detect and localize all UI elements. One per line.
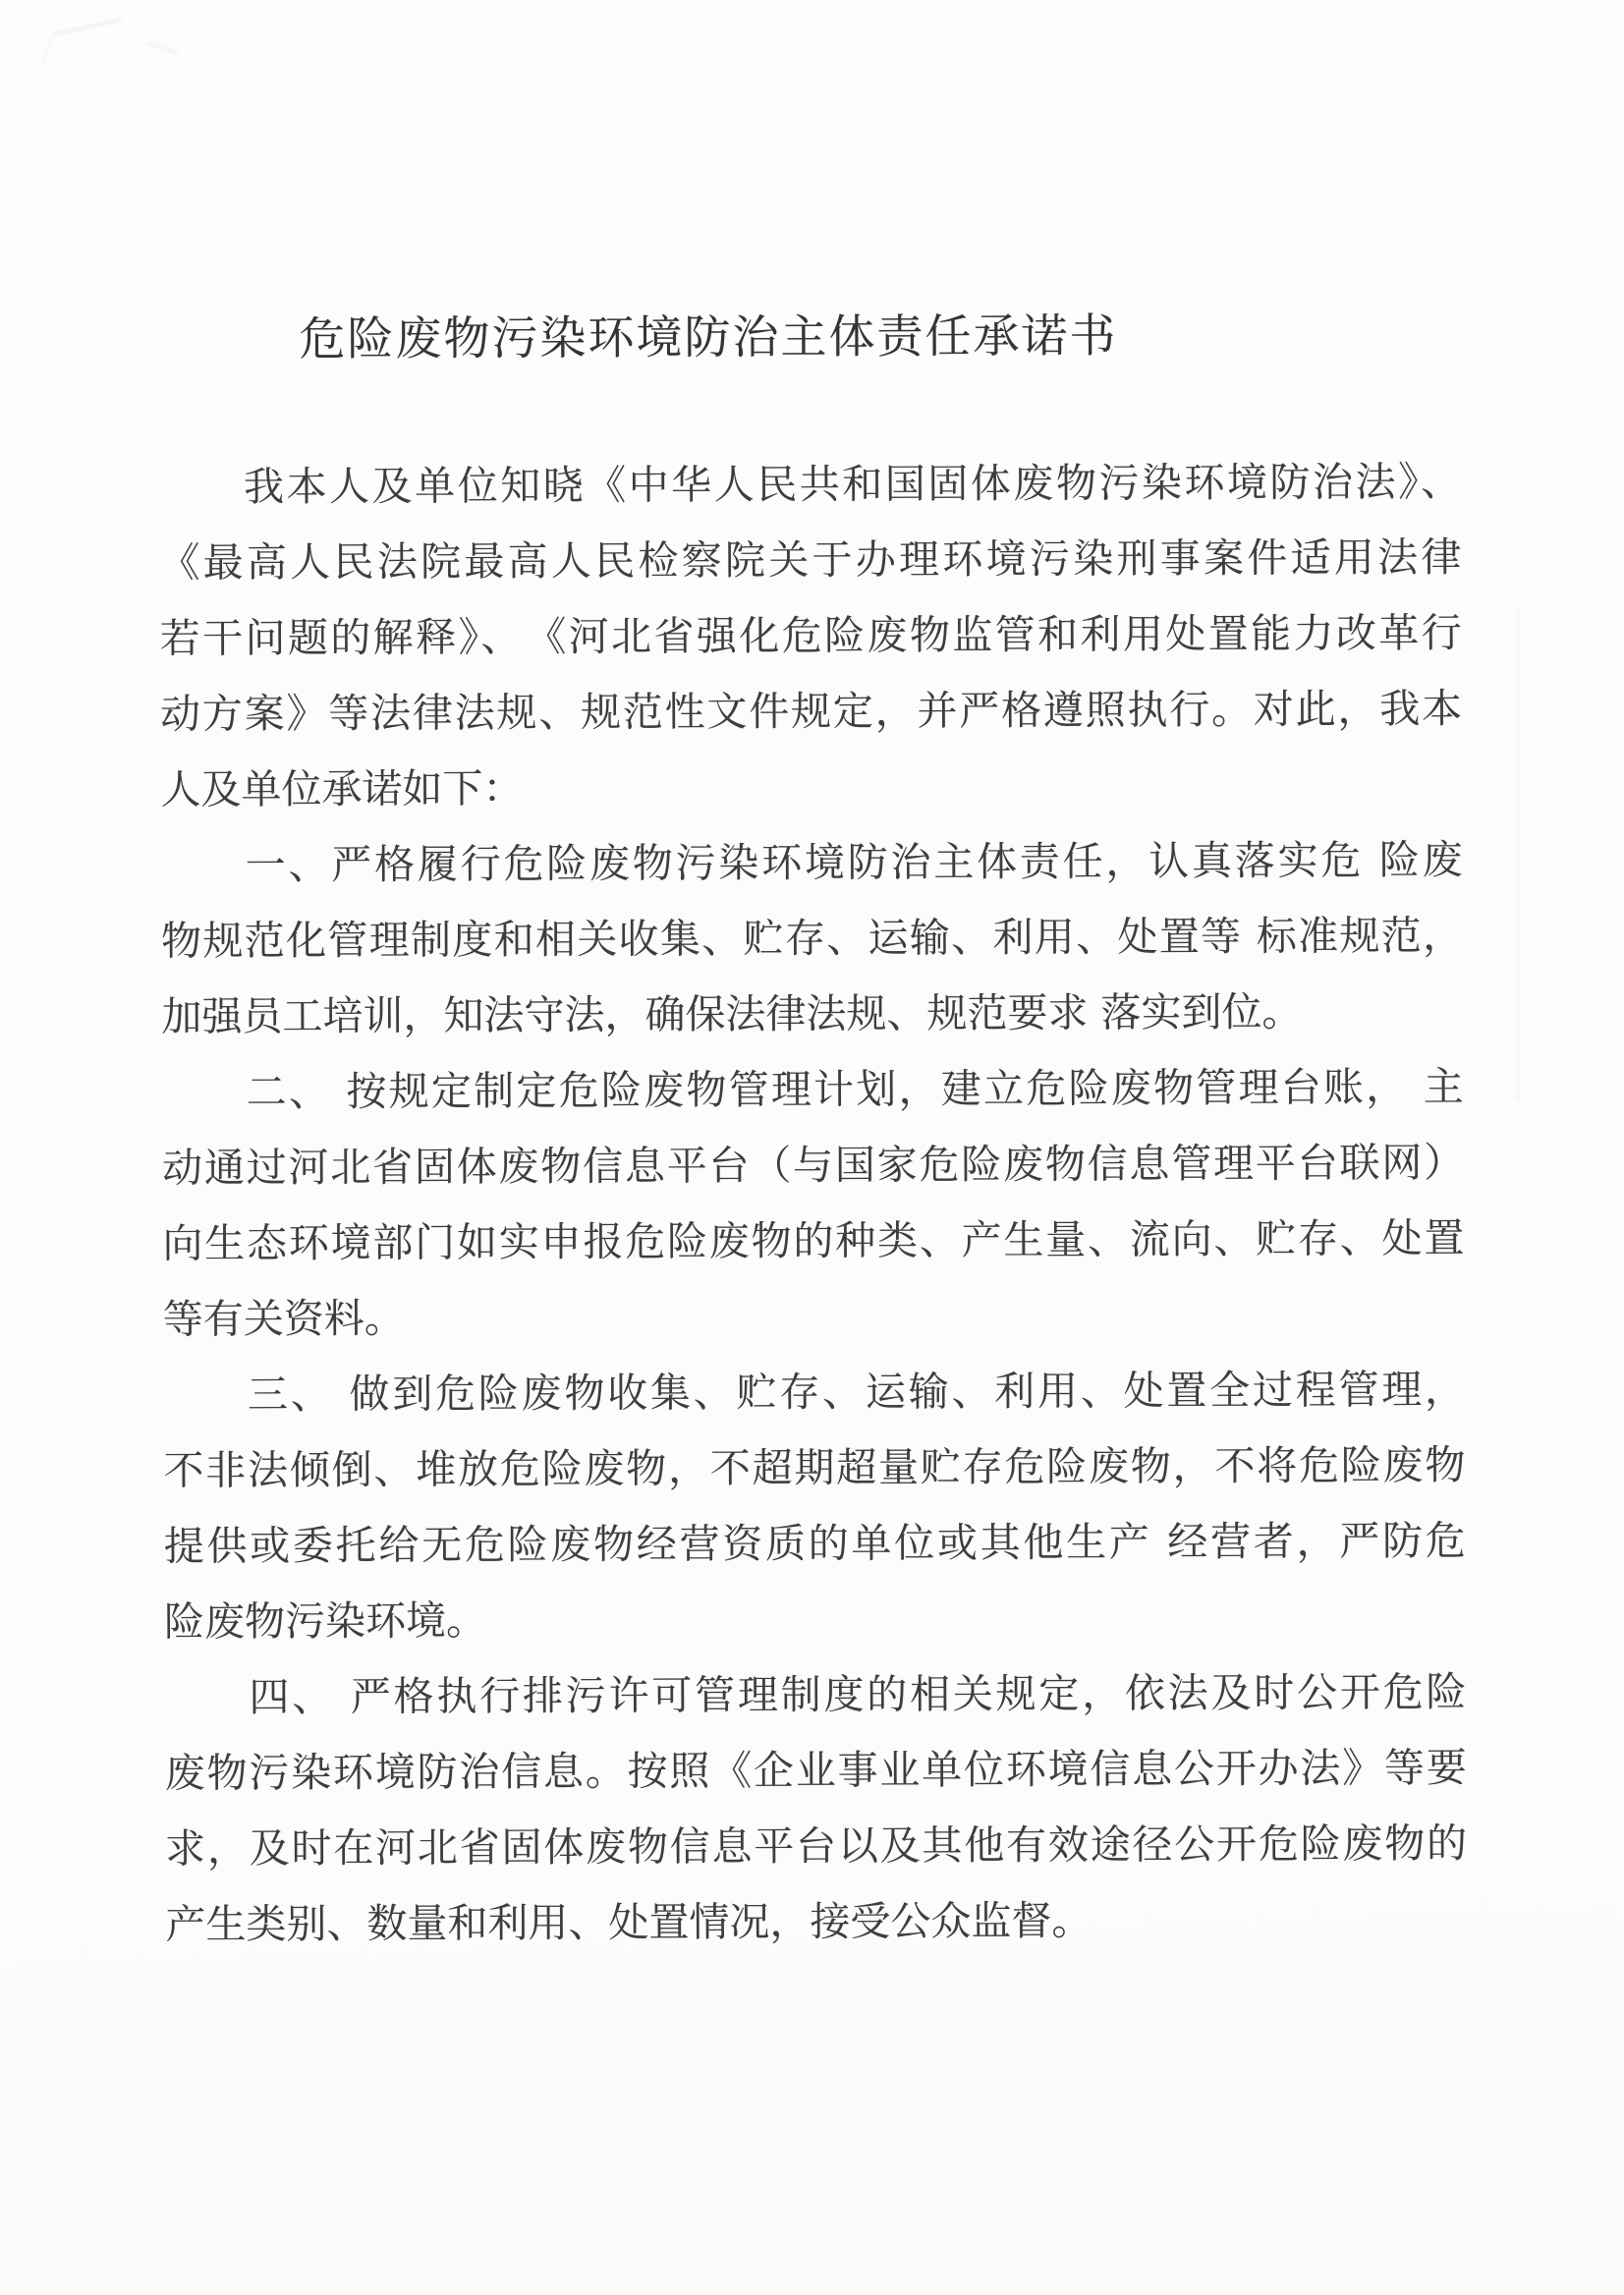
text-line: 废物污染环境防治信息。按照《企业事业单位环境信息公开办法》等要 [164,1744,1467,1797]
text-line: 产生类别、数量和利用、处置情况，接受公众监督。 [165,1896,1092,1948]
text-line: 险废物污染环境。 [163,1596,487,1646]
text-line: 二、 按规定制定危险废物管理计划，建立危险废物管理台账， 主 [246,1063,1464,1116]
text-line: 求，及时在河北省固体废物信息平台以及其他有效途径公开危险废物的 [165,1819,1468,1873]
text-line: 不非法倾倒、堆放危险废物，不超期超量贮存危险废物，不将危险废物 [163,1441,1466,1494]
paragraph-item-3 [163,1352,1466,1660]
text-line: 加强员工培训，知法守法，确保法律法规、规范要求 落实到位。 [161,987,1303,1040]
document-body [159,444,1468,1963]
text-line: 向生态环境部门如实申报危险废物的种类、产生量、流向、贮存、处置 [162,1214,1465,1267]
text-line: 动通过河北省固体废物信息平台（与国家危险废物信息管理平台联网） [161,1139,1465,1192]
text-line: 人及单位承诺如下： [160,764,524,813]
paragraph-item-4 [164,1654,1467,1963]
text-line: 提供或委托给无危险废物经营资质的单位或其他生产 经营者，严防危 [163,1517,1466,1570]
text-line: 若干问题的解释》、 《河北省强化危险废物监管和利用处置能力改革行 [159,609,1462,662]
paragraph-item-1 [161,822,1464,1055]
document-title: 危险废物污染环境防治主体责任承诺书 [299,308,1118,367]
text-line: 《最高人民法院最高人民检察院关于办理环境污染刑事案件适用法律 [159,533,1462,587]
paragraph-intro [159,444,1463,828]
text-line: 四、 严格执行排污许可管理制度的相关规定，依法及时公开危险 [249,1668,1467,1721]
text-line: 等有关资料。 [162,1294,405,1343]
paragraph-item-2 [162,1049,1465,1358]
text-line: 我本人及单位知晓《中华人民共和国固体废物污染环境防治法》、 [243,458,1462,511]
text-line: 动方案》等法律法规、规范性文件规定，并严格遵照执行。对此，我本 [159,685,1463,738]
text-line: 一、严格履行危险废物污染环境防治主体责任，认真落实危 险废 [245,836,1463,889]
text-line: 物规范化管理制度和相关收集、贮存、运输、利用、处置等 标准规范， [160,912,1464,965]
text-line: 三、 做到危险废物收集、贮存、运输、利用、处置全过程管理， [247,1366,1466,1419]
